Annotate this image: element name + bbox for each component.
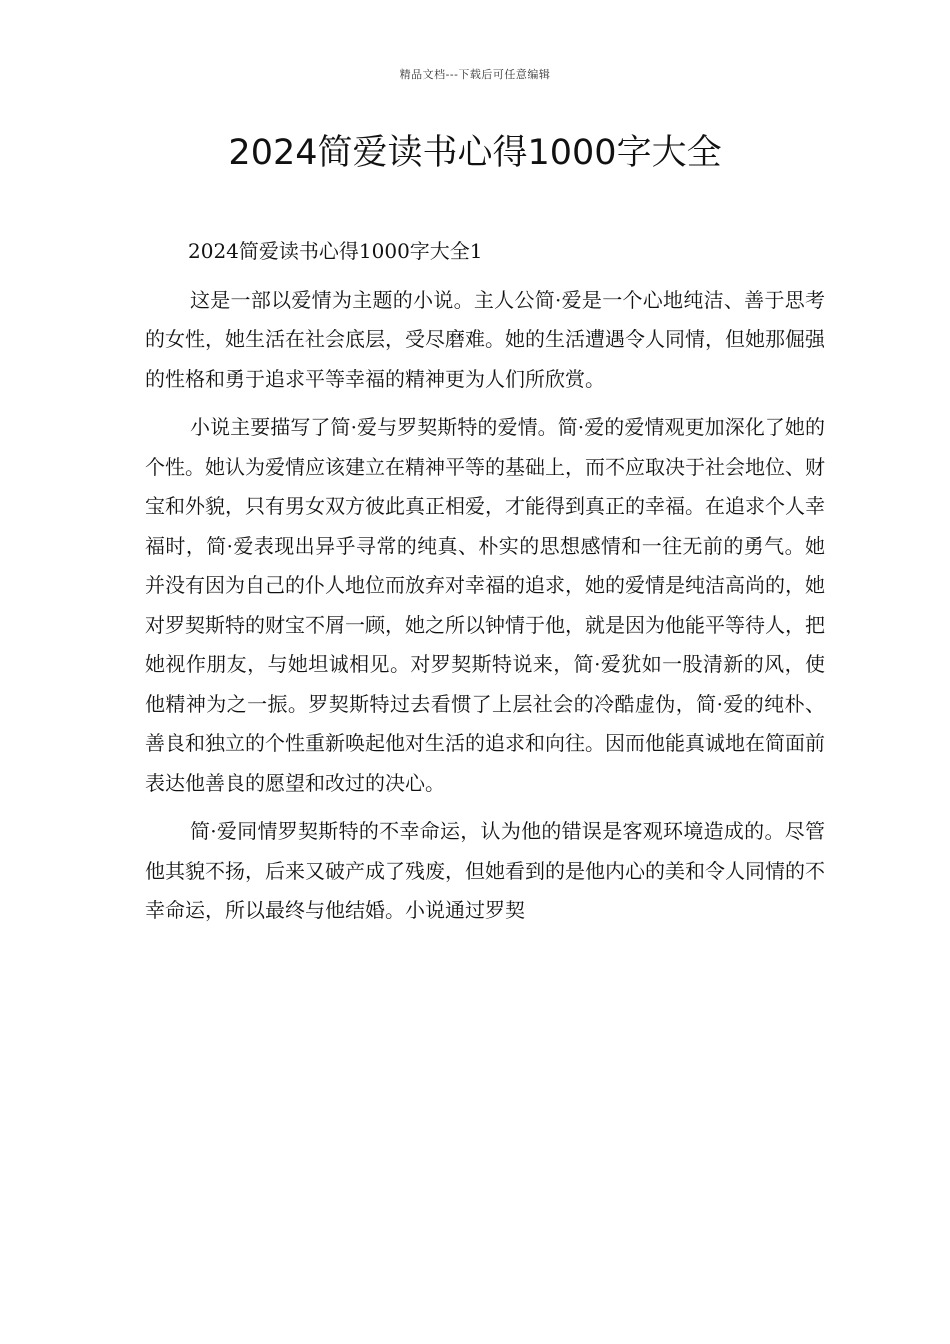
document-body: [145, 232, 825, 940]
paragraph: 小说主要描写了简·爱与罗契斯特的爱情。简·爱的爱情观更加深化了她的个性。她认为爱情应该建立在精神平等的基础上，而不应取决于社会地位、财宝和外貌，只有男女双方彼此真正相爱，才能得到真正的幸福。在追求个人幸福时，简·爱表现出异乎寻常的纯真、朴实的思想感情和一往无前的勇气。她并没有因为自己的仆人地位而放弃对幸福的追求，她的爱情是纯洁高尚的，她对罗契斯特的财宝不屑一顾，她之所以钟情于他，就是因为他能平等待人，把她视作朋友，与她坦诚相见。对罗契斯特说来，简·爱犹如一股清新的风，使他精神为之一振。罗契斯特过去看惯了上层社会的冷酷虚伪，简·爱的纯朴、善良和独立的个性重新唤起他对生活的追求和向往。因而他能真诚地在简面前表达他善良的愿望和改过的决心。: [145, 415, 825, 795]
paragraph: 简·爱同情罗契斯特的不幸命运，认为他的错误是客观环境造成的。尽管他其貌不扬，后来又破产成了残废，但她看到的是他内心的美和令人同情的不幸命运，所以最终与他结婚。小说通过罗契: [145, 819, 825, 922]
document-title: 2024简爱读书心得1000字大全: [228, 133, 722, 173]
paragraph: 这是一部以爱情为主题的小说。主人公简·爱是一个心地纯洁、善于思考的女性，她生活在社会底层，受尽磨难。她的生活遭遇令人同情，但她那倔强的性格和勇于追求平等幸福的精神更为人们所欣赏。: [145, 287, 825, 391]
section-heading: 2024简爱读书心得1000字大全1: [188, 239, 483, 263]
header-note: 精品文档---下载后可任意编辑: [399, 68, 551, 81]
